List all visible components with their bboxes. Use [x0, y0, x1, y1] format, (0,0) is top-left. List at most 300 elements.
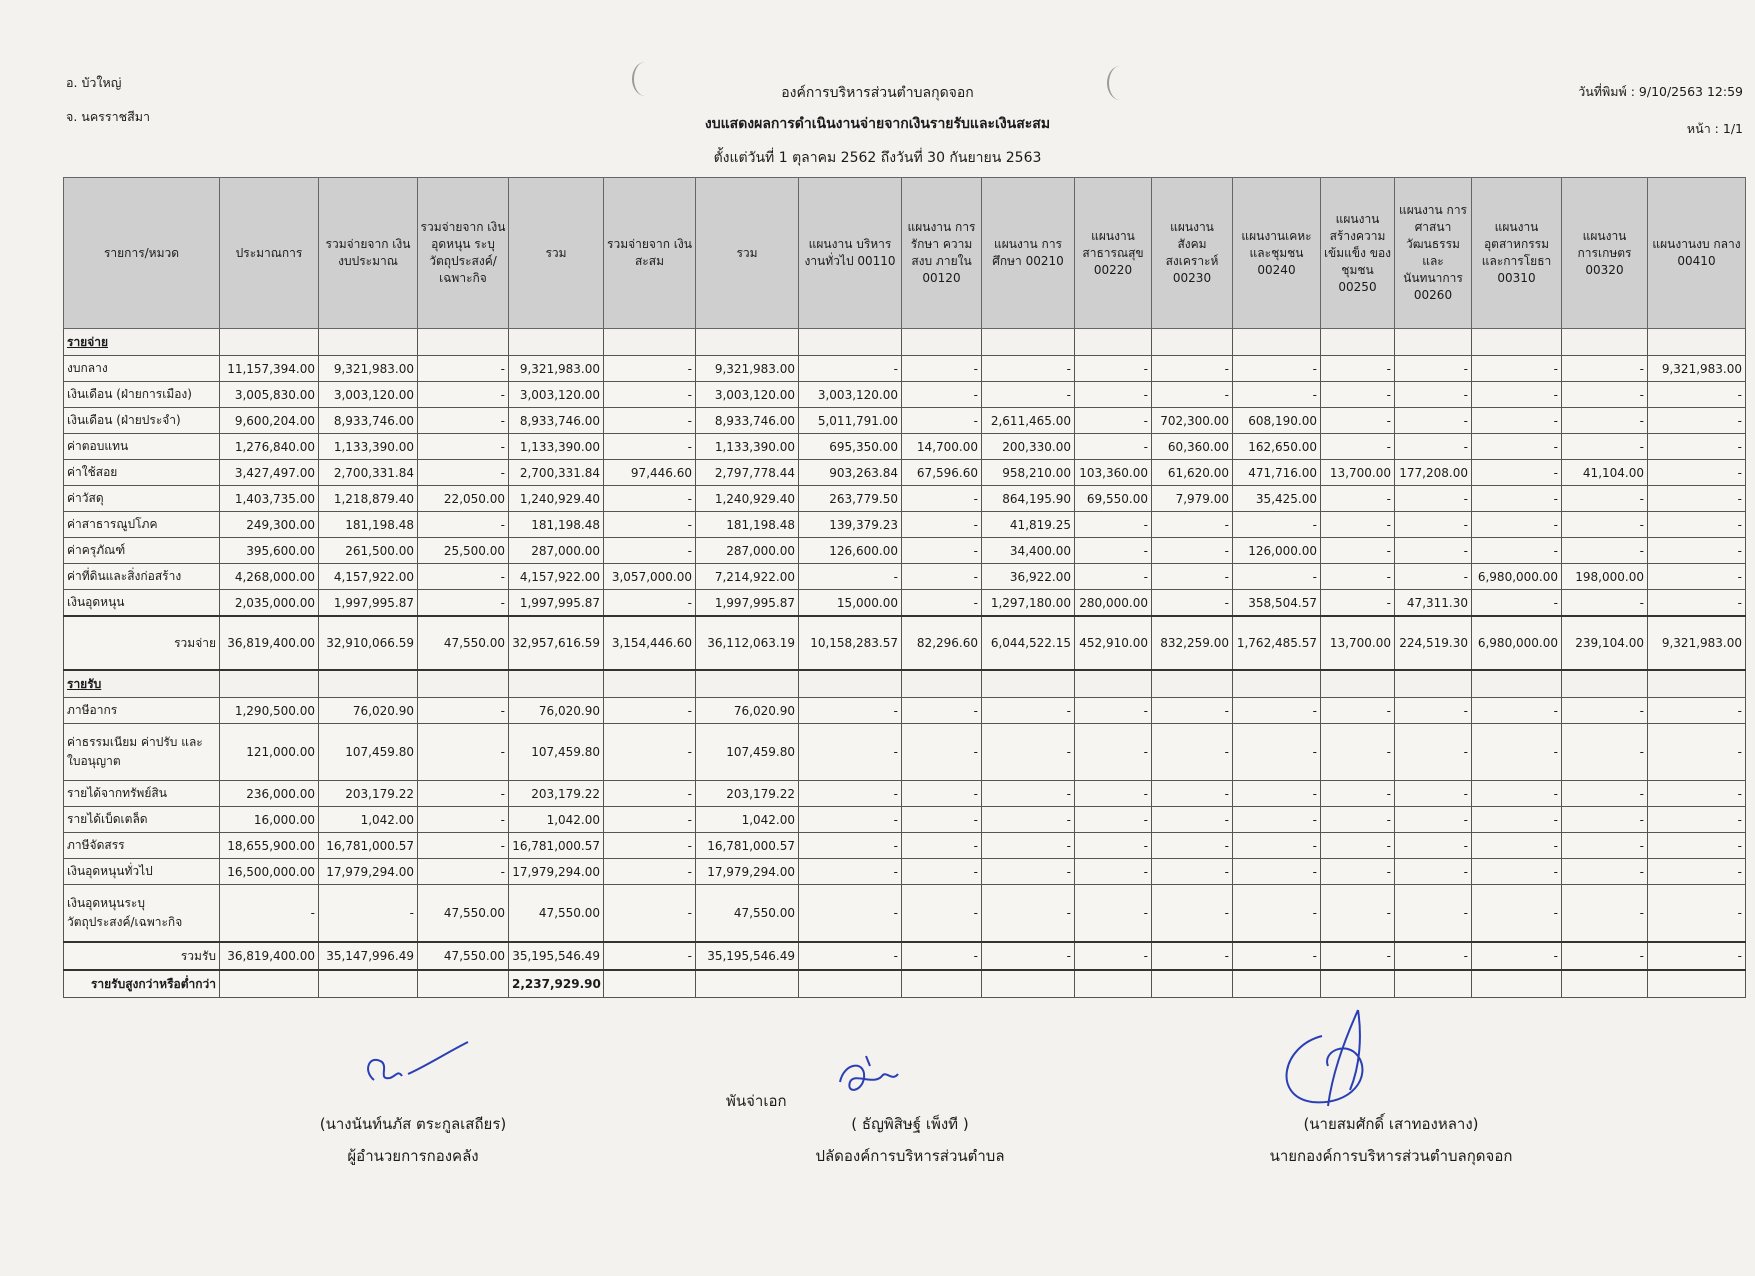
table-cell: 3,003,120.00 — [696, 382, 799, 408]
table-cell: - — [418, 698, 509, 724]
table-cell: - — [1321, 538, 1395, 564]
table-cell: - — [902, 512, 982, 538]
header-row — [64, 178, 1746, 329]
table-cell: - — [604, 408, 696, 434]
table-cell: - — [1562, 356, 1648, 382]
table-cell: - — [1233, 512, 1321, 538]
table-cell: - — [1321, 724, 1395, 781]
table-cell: - — [1075, 724, 1152, 781]
table-cell: 280,000.00 — [1075, 590, 1152, 617]
table-cell: 15,000.00 — [799, 590, 902, 617]
signer-name: ( ธัญพิสิษฐ์ เพ็งที ) — [851, 1115, 969, 1133]
table-cell — [1472, 970, 1562, 998]
table-cell: - — [1648, 885, 1746, 943]
table-cell: 1,290,500.00 — [220, 698, 319, 724]
table-cell: 2,611,465.00 — [982, 408, 1075, 434]
table-cell — [1152, 329, 1233, 356]
table-cell: 903,263.84 — [799, 460, 902, 486]
table-cell: 181,198.48 — [319, 512, 418, 538]
table-cell: 177,208.00 — [1395, 460, 1472, 486]
table-cell: - — [1395, 942, 1472, 970]
table-cell: - — [1472, 590, 1562, 617]
table-cell — [696, 329, 799, 356]
table-cell: 224,519.30 — [1395, 616, 1472, 670]
table-cell: 1,997,995.87 — [319, 590, 418, 617]
table-cell: - — [1562, 408, 1648, 434]
table-cell — [1395, 329, 1472, 356]
table-cell: - — [418, 724, 509, 781]
table-cell: - — [1321, 512, 1395, 538]
table-cell: 1,218,879.40 — [319, 486, 418, 512]
table-cell — [1321, 970, 1395, 998]
column-header: แผนงาน บริหารงานทั่วไป 00110 — [799, 178, 902, 329]
table-cell: 47,311.30 — [1395, 590, 1472, 617]
table-cell: - — [1648, 512, 1746, 538]
row-label: เงินเดือน (ฝ่ายการเมือง) — [64, 382, 220, 408]
table-cell: - — [902, 486, 982, 512]
signature-mark — [356, 1040, 476, 1096]
org-name: องค์การบริหารส่วนตำบลกุดจอก — [781, 85, 974, 101]
table-cell: - — [902, 382, 982, 408]
table-cell: - — [1395, 859, 1472, 885]
table-cell: 1,133,390.00 — [696, 434, 799, 460]
table-cell: 18,655,900.00 — [220, 833, 319, 859]
expense-row — [64, 356, 1746, 382]
table-cell — [220, 970, 319, 998]
table-cell: 181,198.48 — [509, 512, 604, 538]
table-cell: - — [1472, 698, 1562, 724]
table-cell: 25,500.00 — [418, 538, 509, 564]
table-cell: - — [1472, 434, 1562, 460]
table-cell: - — [1152, 724, 1233, 781]
row-label: ค่าที่ดินและสิ่งก่อสร้าง — [64, 564, 220, 590]
table-cell: - — [418, 434, 509, 460]
table-cell: - — [982, 885, 1075, 943]
table-cell: 107,459.80 — [696, 724, 799, 781]
table-cell: - — [319, 885, 418, 943]
table-cell — [319, 970, 418, 998]
table-cell: - — [1562, 781, 1648, 807]
table-cell: 32,910,066.59 — [319, 616, 418, 670]
row-label: เงินอุดหนุน — [64, 590, 220, 617]
table-cell: 2,700,331.84 — [319, 460, 418, 486]
table-cell: - — [1395, 408, 1472, 434]
table-cell: 14,700.00 — [902, 434, 982, 460]
table-cell: 41,819.25 — [982, 512, 1075, 538]
table-cell: - — [1075, 564, 1152, 590]
table-cell: - — [1233, 698, 1321, 724]
table-cell: 3,154,446.60 — [604, 616, 696, 670]
district-label: อ. บัวใหญ่ — [66, 75, 122, 90]
table-cell: 9,321,983.00 — [696, 356, 799, 382]
table-cell: 3,003,120.00 — [799, 382, 902, 408]
signer-position: ปลัดองค์การบริหารส่วนตำบล — [815, 1147, 1005, 1165]
table-cell: 452,910.00 — [1075, 616, 1152, 670]
signature-block-mayor — [1236, 1108, 1546, 1172]
table-cell: - — [902, 859, 982, 885]
table-cell: - — [1472, 382, 1562, 408]
table-cell: 358,504.57 — [1233, 590, 1321, 617]
table-cell: 35,147,996.49 — [319, 942, 418, 970]
table-cell: - — [1395, 382, 1472, 408]
table-cell: 6,044,522.15 — [982, 616, 1075, 670]
table-cell: - — [1648, 807, 1746, 833]
table-cell: - — [1562, 486, 1648, 512]
table-cell: - — [1075, 512, 1152, 538]
table-cell — [509, 670, 604, 698]
table-cell: - — [1233, 942, 1321, 970]
income-row — [64, 781, 1746, 807]
table-cell: 200,330.00 — [982, 434, 1075, 460]
table-cell: 3,427,497.00 — [220, 460, 319, 486]
table-cell: 7,979.00 — [1152, 486, 1233, 512]
table-cell: - — [418, 460, 509, 486]
table-cell: - — [1152, 942, 1233, 970]
expense-row — [64, 460, 1746, 486]
table-cell: - — [1395, 724, 1472, 781]
table-cell: - — [1321, 434, 1395, 460]
income-row — [64, 698, 1746, 724]
table-cell: - — [1472, 781, 1562, 807]
section-row — [64, 329, 1746, 356]
table-cell — [1075, 970, 1152, 998]
table-cell: - — [1233, 564, 1321, 590]
table-cell — [1562, 329, 1648, 356]
table-cell: - — [982, 356, 1075, 382]
table-cell: - — [902, 590, 982, 617]
table-cell: 9,321,983.00 — [1648, 616, 1746, 670]
table-cell: - — [902, 356, 982, 382]
expense-row — [64, 512, 1746, 538]
signature-mark — [826, 1052, 912, 1106]
table-cell: - — [982, 382, 1075, 408]
table-cell: 47,550.00 — [509, 885, 604, 943]
table-cell: 1,297,180.00 — [982, 590, 1075, 617]
table-cell: - — [604, 724, 696, 781]
difference-label: รายรับสูงกว่าหรือต่ำกว่า — [64, 970, 220, 998]
table-cell: - — [1233, 833, 1321, 859]
table-cell — [1648, 970, 1746, 998]
table-cell — [1152, 670, 1233, 698]
table-cell: - — [1075, 434, 1152, 460]
table-cell: - — [604, 698, 696, 724]
table-cell: 1,042.00 — [509, 807, 604, 833]
table-cell: - — [902, 781, 982, 807]
table-cell: 16,781,000.57 — [509, 833, 604, 859]
table-cell: 34,400.00 — [982, 538, 1075, 564]
table-cell — [418, 970, 509, 998]
table-cell: 1,133,390.00 — [509, 434, 604, 460]
table-cell: 139,379.23 — [799, 512, 902, 538]
table-cell: - — [1395, 698, 1472, 724]
table-cell: - — [902, 807, 982, 833]
table-cell: - — [1152, 885, 1233, 943]
table-cell: 3,057,000.00 — [604, 564, 696, 590]
table-cell: - — [1152, 382, 1233, 408]
table-cell: - — [1321, 590, 1395, 617]
table-cell: - — [982, 859, 1075, 885]
table-cell — [220, 670, 319, 698]
table-cell: - — [799, 807, 902, 833]
table-cell: 16,781,000.57 — [696, 833, 799, 859]
table-cell: - — [1321, 859, 1395, 885]
table-cell: 395,600.00 — [220, 538, 319, 564]
table-cell: - — [1075, 538, 1152, 564]
table-cell: - — [1321, 781, 1395, 807]
table-cell: 11,157,394.00 — [220, 356, 319, 382]
table-cell: 4,268,000.00 — [220, 564, 319, 590]
table-cell: - — [902, 833, 982, 859]
table-cell: - — [1152, 859, 1233, 885]
table-cell — [902, 970, 982, 998]
table-cell — [799, 329, 902, 356]
table-cell: - — [1075, 356, 1152, 382]
report-title: งบแสดงผลการดำเนินงานจ่ายจากเงินรายรับและเงินสะสม — [704, 116, 1051, 132]
income-row — [64, 859, 1746, 885]
table-cell: - — [1648, 564, 1746, 590]
table-cell: 3,003,120.00 — [319, 382, 418, 408]
difference-row — [64, 970, 1746, 998]
row-label: ภาษีอากร — [64, 698, 220, 724]
income-total-row — [64, 942, 1746, 970]
table-cell — [604, 329, 696, 356]
table-cell: 4,157,922.00 — [509, 564, 604, 590]
table-cell: 22,050.00 — [418, 486, 509, 512]
table-cell: - — [799, 781, 902, 807]
table-cell: 1,997,995.87 — [509, 590, 604, 617]
column-header: แผนงาน การเกษตร 00320 — [1562, 178, 1648, 329]
table-cell: 61,620.00 — [1152, 460, 1233, 486]
table-cell: - — [902, 885, 982, 943]
table-cell: - — [1321, 698, 1395, 724]
table-cell: 1,240,929.40 — [696, 486, 799, 512]
table-cell: 47,550.00 — [418, 616, 509, 670]
table-cell — [696, 970, 799, 998]
table-cell: - — [1395, 564, 1472, 590]
table-cell: - — [1152, 807, 1233, 833]
page-number: หน้า : 1/1 — [1686, 121, 1743, 136]
expense-row — [64, 434, 1746, 460]
row-label: ค่าครุภัณฑ์ — [64, 538, 220, 564]
column-header: แผนงาน การรักษา ความสงบ ภายใน 00120 — [902, 178, 982, 329]
table-cell: 82,296.60 — [902, 616, 982, 670]
table-cell: - — [1562, 538, 1648, 564]
table-cell: - — [1152, 590, 1233, 617]
table-cell — [1395, 670, 1472, 698]
table-cell: - — [1321, 382, 1395, 408]
table-cell: - — [604, 781, 696, 807]
table-cell: - — [1321, 564, 1395, 590]
table-cell: - — [604, 382, 696, 408]
table-cell: 36,819,400.00 — [220, 942, 319, 970]
table-cell: 76,020.90 — [319, 698, 418, 724]
table-cell: - — [1075, 885, 1152, 943]
column-header: แผนงานเคหะ และชุมชน 00240 — [1233, 178, 1321, 329]
expense-row — [64, 408, 1746, 434]
table-cell: 3,005,830.00 — [220, 382, 319, 408]
row-label: รายได้จากทรัพย์สิน — [64, 781, 220, 807]
table-cell: 32,957,616.59 — [509, 616, 604, 670]
row-label: รวมจ่าย — [64, 616, 220, 670]
table-cell: - — [604, 942, 696, 970]
table-cell: 126,000.00 — [1233, 538, 1321, 564]
table-cell: - — [1648, 942, 1746, 970]
table-cell — [902, 329, 982, 356]
table-cell: 162,650.00 — [1233, 434, 1321, 460]
table-cell: - — [982, 942, 1075, 970]
table-cell: 67,596.60 — [902, 460, 982, 486]
income-row — [64, 885, 1746, 943]
table-cell: - — [1648, 408, 1746, 434]
table-cell — [799, 670, 902, 698]
table-cell — [1648, 670, 1746, 698]
table-cell: 203,179.22 — [319, 781, 418, 807]
table-cell: - — [1233, 356, 1321, 382]
income-row — [64, 807, 1746, 833]
table-cell: 47,550.00 — [418, 942, 509, 970]
table-cell: - — [1321, 356, 1395, 382]
section-label: รายจ่าย — [64, 329, 220, 356]
table-cell: - — [902, 698, 982, 724]
table-cell: 36,922.00 — [982, 564, 1075, 590]
table-cell: 5,011,791.00 — [799, 408, 902, 434]
table-cell: 608,190.00 — [1233, 408, 1321, 434]
column-header: แผนงาน สังคม สงเคราะห์ 00230 — [1152, 178, 1233, 329]
table-cell: 76,020.90 — [696, 698, 799, 724]
table-cell: 17,979,294.00 — [509, 859, 604, 885]
table-cell: 2,035,000.00 — [220, 590, 319, 617]
table-cell: - — [418, 564, 509, 590]
table-cell: 8,933,746.00 — [319, 408, 418, 434]
table-cell: - — [799, 833, 902, 859]
table-cell: - — [1648, 781, 1746, 807]
table-cell: 126,600.00 — [799, 538, 902, 564]
table-cell — [319, 329, 418, 356]
table-cell — [1395, 970, 1472, 998]
expense-row — [64, 486, 1746, 512]
table-cell: 47,550.00 — [418, 885, 509, 943]
table-cell: - — [418, 807, 509, 833]
table-cell: - — [418, 382, 509, 408]
table-cell: 17,979,294.00 — [696, 859, 799, 885]
table-cell: - — [1075, 859, 1152, 885]
table-cell: 1,042.00 — [696, 807, 799, 833]
table-cell: 249,300.00 — [220, 512, 319, 538]
table-cell: - — [799, 859, 902, 885]
table-cell: - — [1152, 356, 1233, 382]
table-cell: 9,321,983.00 — [1648, 356, 1746, 382]
table-cell: - — [1233, 859, 1321, 885]
table-cell: - — [418, 781, 509, 807]
table-cell: - — [1075, 781, 1152, 807]
table-cell: - — [902, 724, 982, 781]
column-header: แผนงาน การศาสนา วัฒนธรรม และ นันทนาการ 00260 — [1395, 178, 1472, 329]
table-cell: - — [1395, 486, 1472, 512]
table-cell: - — [1152, 781, 1233, 807]
table-cell: - — [1152, 512, 1233, 538]
table-cell: - — [799, 942, 902, 970]
print-date: วันที่พิมพ์ : 9/10/2563 12:59 — [1578, 84, 1743, 99]
difference-value: 2,237,929.90 — [509, 970, 604, 998]
table-cell: 198,000.00 — [1562, 564, 1648, 590]
table-cell: - — [1472, 460, 1562, 486]
table-cell: 9,321,983.00 — [319, 356, 418, 382]
table-cell: 1,997,995.87 — [696, 590, 799, 617]
table-cell: - — [1233, 781, 1321, 807]
row-label: เงินอุดหนุนทั่วไป — [64, 859, 220, 885]
table-cell — [1233, 970, 1321, 998]
statement-table — [63, 177, 1746, 998]
table-cell: - — [799, 885, 902, 943]
table-cell: - — [1648, 590, 1746, 617]
table-cell: 103,360.00 — [1075, 460, 1152, 486]
table-cell: - — [1562, 434, 1648, 460]
punch-hole-mark — [632, 62, 658, 96]
table-cell — [902, 670, 982, 698]
table-cell: - — [1395, 885, 1472, 943]
table-cell: - — [1648, 833, 1746, 859]
table-cell: 181,198.48 — [696, 512, 799, 538]
table-cell: - — [1233, 724, 1321, 781]
column-header: รวม — [509, 178, 604, 329]
table-cell: - — [1472, 408, 1562, 434]
column-header: แผนงาน สาธารณสุข 00220 — [1075, 178, 1152, 329]
column-header: แผนงาน การศึกษา 00210 — [982, 178, 1075, 329]
row-label: เงินอุดหนุนระบุ วัตถุประสงค์/เฉพาะกิจ — [64, 885, 220, 943]
table-cell: - — [1562, 512, 1648, 538]
table-cell: - — [1562, 382, 1648, 408]
signer-name: (นางนันท์นภัส ตระกูลเสถียร) — [319, 1115, 507, 1133]
table-cell: 1,133,390.00 — [319, 434, 418, 460]
table-cell: - — [1472, 512, 1562, 538]
table-cell: - — [799, 698, 902, 724]
table-cell: - — [799, 564, 902, 590]
table-cell — [982, 329, 1075, 356]
table-cell: - — [982, 807, 1075, 833]
table-cell: 3,003,120.00 — [509, 382, 604, 408]
table-cell: - — [982, 781, 1075, 807]
table-cell: - — [604, 807, 696, 833]
table-cell: - — [1648, 460, 1746, 486]
table-cell: 864,195.90 — [982, 486, 1075, 512]
table-cell: - — [982, 698, 1075, 724]
table-cell — [1321, 329, 1395, 356]
table-cell: - — [1075, 408, 1152, 434]
table-cell: - — [1233, 382, 1321, 408]
table-cell: 832,259.00 — [1152, 616, 1233, 670]
table-cell: 36,112,063.19 — [696, 616, 799, 670]
signer-name: (นายสมศักดิ์ เสาทองหลาง) — [1303, 1115, 1479, 1133]
table-cell: - — [1562, 942, 1648, 970]
table-cell: 16,000.00 — [220, 807, 319, 833]
table-cell: - — [1152, 538, 1233, 564]
report-period: ตั้งแต่วันที่ 1 ตุลาคม 2562 ถึงวันที่ 30 กันยายน 2563 — [713, 150, 1042, 166]
table-cell: - — [604, 833, 696, 859]
table-cell: 236,000.00 — [220, 781, 319, 807]
table-cell — [799, 970, 902, 998]
row-label: ค่าวัสดุ — [64, 486, 220, 512]
table-cell: - — [1321, 942, 1395, 970]
table-cell: - — [1075, 807, 1152, 833]
table-cell: - — [604, 885, 696, 943]
column-header: รวมจ่ายจาก เงินอุดหนุน ระบุ วัตถุประสงค์/ เฉพาะกิจ — [418, 178, 509, 329]
table-cell: 121,000.00 — [220, 724, 319, 781]
row-label: รวมรับ — [64, 942, 220, 970]
table-cell: - — [1472, 724, 1562, 781]
table-cell: - — [418, 590, 509, 617]
signer-rank: พันจ่าเอก — [726, 1092, 787, 1110]
table-cell: - — [604, 356, 696, 382]
